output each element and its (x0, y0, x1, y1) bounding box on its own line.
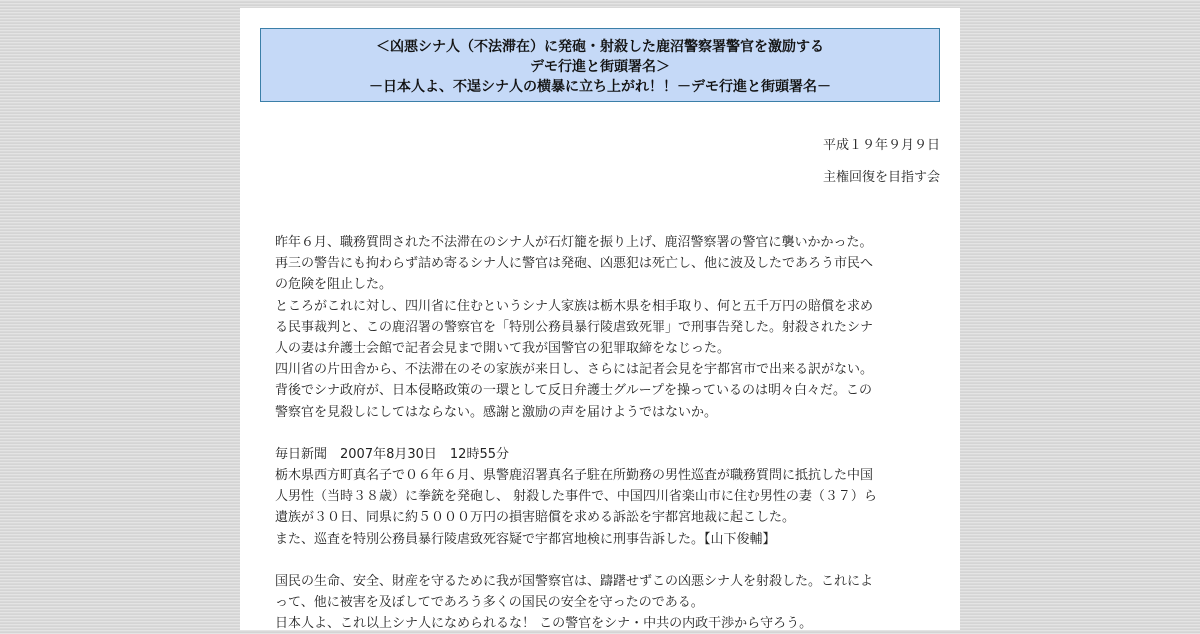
body-line: ところがこれに対し、四川省に住むというシナ人家族は栃木県を相手取り、何と五千万円の賠償を求め (275, 298, 874, 314)
paragraph-gap (275, 550, 930, 571)
body-line: 人の妻は弁護士会館で記者会見まで開いて我が国警官の犯罪取締をなじった。 (275, 341, 731, 357)
body-line: 遺族が３０日、同県に約５０００万円の損害賠償を求める訴訟を宇都宮地裁に起こした。 (275, 510, 796, 526)
body-line: 背後でシナ政府が、日本侵略政策の一環として反日弁護士グループを操っているのは明々白々だ。この (275, 383, 872, 399)
news-source-line: 毎日新聞 2007年8月30日 12時55分 (275, 446, 509, 462)
body-line: 日本人よ、これ以上シナ人になめられるな！ この警官をシナ・中共の内政干渉から守ろう。 (275, 616, 813, 632)
body-line: 国民の生命、安全、財産を守るために我が国警察官は、躊躇せずこの凶悪シナ人を射殺した。これによ (275, 573, 874, 589)
body-line: る民事裁判と、この鹿沼署の警察官を「特別公務員暴行陵虐致死罪」で刑事告発した。射殺されたシナ (275, 319, 874, 335)
article-body (275, 232, 930, 634)
body-line: また、巡査を特別公務員暴行陵虐致死容疑で宇都宮地検に刑事告訴した。【山下俊輔】 (275, 531, 776, 547)
title-line-1: ＜凶悪シナ人（不法滞在）に発砲・射殺した鹿沼警察署警官を激励する (376, 39, 824, 55)
body-line: の危険を阻止した。 (275, 277, 393, 293)
body-line: 警察官を見殺しにしてはならない。感謝と激励の声を届けようではないか。 (275, 404, 718, 420)
body-line: 再三の警告にも拘わらず詰め寄るシナ人に警官は発砲、凶悪犯は死亡し、他に波及したであろう市民へ (275, 256, 874, 272)
body-line: 四川省の片田舎から、不法滞在のその家族が来日し、さらには記者会見を宇都宮市で出来る訳がない。 (275, 362, 874, 378)
body-line: 昨年６月、職務質問された不法滞在のシナ人が石灯籠を振り上げ、鹿沼警察署の警官に襲いかかった。 (275, 235, 873, 250)
paragraph-gap (275, 423, 930, 444)
article-page (240, 8, 960, 630)
body-line: って、他に被害を及ぼしてであろう多くの国民の安全を守ったのである。 (275, 595, 704, 611)
body-line: 人男性（当時３８歳）に拳銃を発砲し、 射殺した事件で、中国四川省楽山市に住む男性の妻（３７）ら (275, 489, 877, 505)
title-line-2: デモ行進と街頭署名＞ (530, 59, 670, 75)
organization-label: 主権回復を目指す会 (822, 170, 940, 185)
body-line: 栃木県西方町真名子で０６年６月、県警鹿沼署真名子駐在所勤務の男性巡査が職務質問に抵抗した中国 (275, 468, 874, 484)
title-line-3: －日本人よ、不逞シナ人の横暴に立ち上がれ！！－デモ行進と街頭署名－ (369, 79, 831, 95)
title-box (260, 28, 940, 102)
date-label: 平成１９年９月９日 (822, 138, 940, 153)
